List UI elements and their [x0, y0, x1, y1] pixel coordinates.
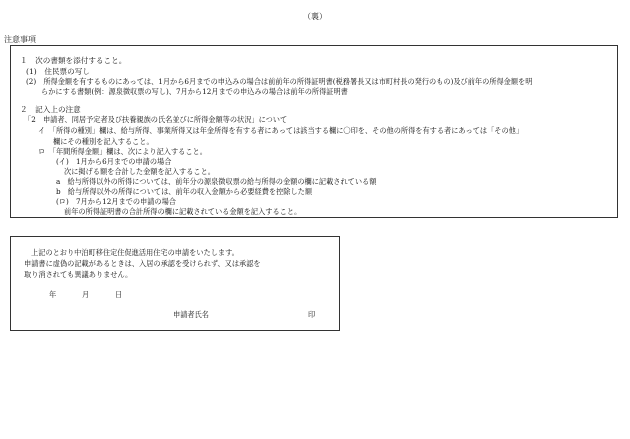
- section2-sub-heading: 「2 申請者、同居予定者及び扶養親族の氏名並びに所得金額等の状況」について: [24, 115, 288, 124]
- section2-i-line2: 欄にその種別を記入すること。: [53, 137, 154, 146]
- section1-heading: １ 次の書類を添付すること。: [20, 56, 127, 65]
- date-month-label: 月: [82, 290, 90, 299]
- seal-label: 印: [308, 310, 316, 319]
- applicant-name-label: 申請者氏名: [173, 310, 209, 319]
- section2-i-line1: イ 「所得の種別」欄は、給与所得、事業所得又は年金所得を有する者にあっては該当する欄に〇印を、その他の所得を有する者にあっては「その他」: [38, 126, 524, 135]
- application-line3: 取り消されても異議ありません。: [24, 270, 133, 279]
- section2-ro-1-b: b 給与所得以外の所得については、前年の収入金額から必要経費を控除した額: [56, 187, 313, 196]
- section2-ro-1-heading: (イ) 1月から6月までの申請の場合: [56, 157, 172, 166]
- date-year-label: 年: [49, 290, 57, 299]
- date-day-label: 日: [115, 290, 123, 299]
- page-label: （裏）: [303, 12, 327, 21]
- section2-ro-1-a: a 給与所得以外の所得については、前年分の源泉徴収票の給与所得の金額の欄に記載されている額: [56, 177, 377, 186]
- section1-item1: (1) 住民票の写し: [26, 67, 90, 76]
- section2-ro-1-text: 次に掲げる額を合計した金額を記入すること。: [64, 167, 215, 176]
- section2-ro-2-heading: (ロ) 7月から12月までの申請の場合: [56, 197, 176, 206]
- section2-heading: ２ 記入上の注意: [20, 105, 81, 114]
- notes-heading: 注意事項: [4, 35, 36, 44]
- section2-ro-2-text: 前年の所得証明書の合計所得の欄に記載されている金額を記入すること。: [64, 207, 302, 216]
- application-line1: 上記のとおり中泊町移住定住促進活用住宅の申請をいたします。: [31, 248, 239, 257]
- application-line2: 申請書に虚偽の記載があるときは、入居の承認を受けられず、又は承認を: [24, 259, 261, 268]
- section1-item2-line1: (2) 所得金額を有するものにあっては、1月から6月までの申込みの場合は前前年の所得証明書(税務署長又は市町村長の発行のもの)及び前年の所得金額を明: [26, 77, 533, 86]
- section1-item2-line2: らかにする書類(例：源泉徴収票の写し)、7月から12月までの申込みの場合は前年の所得証明書: [41, 87, 348, 96]
- section2-ro-heading: ロ 「年間所得金額」欄は、次により記入すること。: [38, 147, 207, 156]
